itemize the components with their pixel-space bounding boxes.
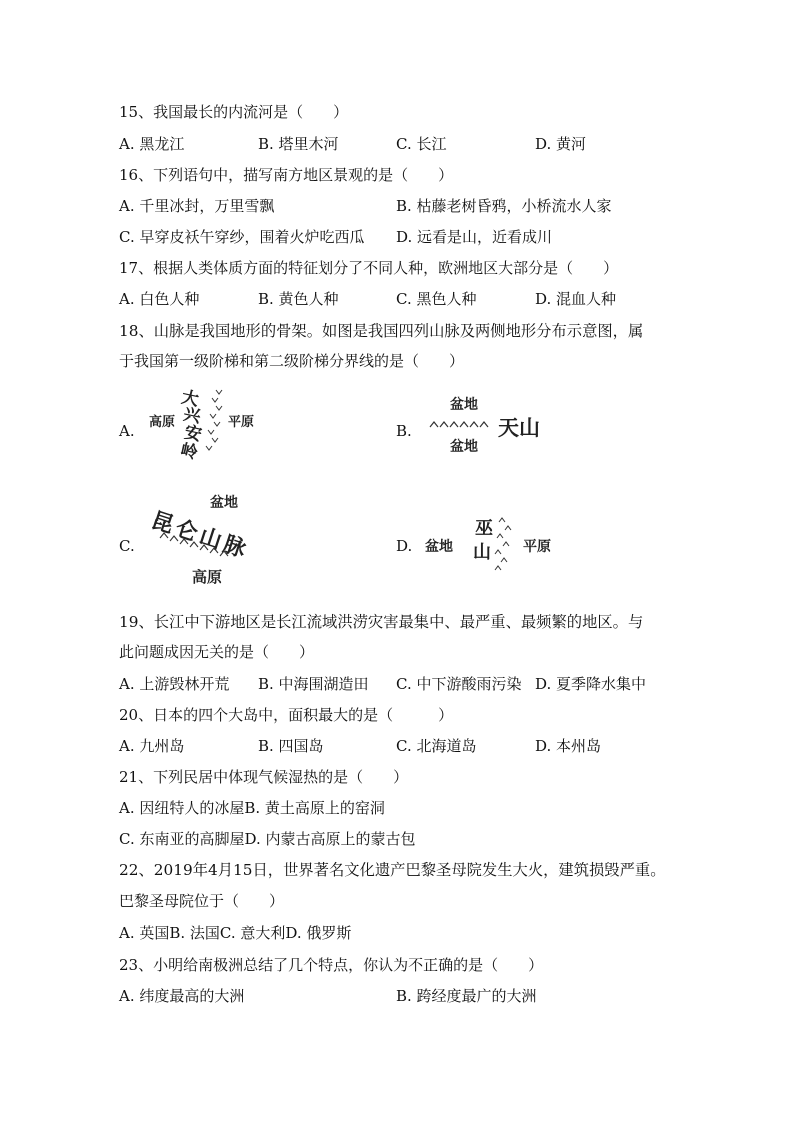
q18-option-d-letter: D. [396,537,413,555]
diagram-c-mountain-symbols [158,532,248,560]
diagram-a-mountain-char-1: 大 [179,387,201,411]
q19-option-d: D. 夏季降水集中 [535,675,647,693]
q19-stem-line2: 此问题成因无关的是（ ） [119,643,315,661]
diagram-d-left-label: 盆地 [425,539,453,555]
q16-option-b: B. 枯藤老树昏鸦，小桥流水人家 [396,197,612,215]
q18-option-a-letter: A. [119,422,135,440]
q16-option-a: A. 千里冰封，万里雪飘 [119,197,275,215]
q20-option-c: C. 北海道岛 [396,737,477,755]
q15-stem: 15、我国最长的内流河是（ ） [119,103,349,121]
q18-diagram-b [426,392,556,456]
diagram-c-mountain-char-2: 仑 [172,516,201,547]
q17-option-a: A. 白色人种 [119,290,200,308]
q20-stem: 20、日本的四个大岛中，面积最大的是（ ） [119,706,454,724]
q16-option-d: D. 远看是山，近看成川 [396,228,553,246]
q16-option-c: C. 早穿皮袄午穿纱，围着火炉吃西瓜 [119,228,365,246]
diagram-d-mountain-char-2: 山 [473,542,491,563]
diagram-a-mountain-char-4: 岭 [178,440,200,464]
q18-option-b-letter: B. [396,422,412,440]
q23-stem: 23、小明给南极洲总结了几个特点，你认为不正确的是（ ） [119,956,544,974]
diagram-c-mountain-char-1: 昆 [148,508,177,539]
q23-option-a: A. 纬度最高的大洲 [119,987,245,1005]
q18-option-c-letter: C. [119,537,135,555]
diagram-a-mountain-char-2: 兴 [181,404,203,428]
diagram-c-top-label: 盆地 [210,495,238,511]
q17-option-c: C. 黑色人种 [396,290,477,308]
diagram-d-mountain-symbols [493,514,517,574]
q15-option-c: C. 长江 [396,135,447,153]
q19-option-c: C. 中下游酸雨污染 [396,675,522,693]
diagram-a-mountain-char-3: 安 [182,422,204,446]
diagram-a-left-label: 高原 [149,415,176,430]
q20-option-d: D. 本州岛 [535,737,602,755]
diagram-d-mountain-char-1: 巫 [475,518,493,539]
q18-stem-line1: 18、山脉是我国地形的骨架。如图是我国四列山脉及两侧地形分布示意图，属 [119,322,644,340]
q19-option-a: A. 上游毁林开荒 [119,675,230,693]
q15-option-b: B. 塔里木河 [258,135,339,153]
q22-stem-line2: 巴黎圣母院位于（ ） [119,892,285,910]
q15-option-a: A. 黑龙江 [119,135,185,153]
q23-option-b: B. 跨经度最广的大洲 [396,987,537,1005]
diagram-b-top-label: 盆地 [450,397,478,413]
q18-diagram-c [150,488,260,588]
diagram-c-bottom-label: 高原 [192,568,223,586]
q16-stem: 16、下列语句中，描写南方地区景观的是（ ） [119,166,454,184]
diagram-c-mountain-char-3: 山 [196,524,225,555]
q18-diagram-d [423,510,563,576]
diagram-d-right-label: 平原 [523,539,551,555]
diagram-b-mountain-symbols [428,418,496,430]
q21-stem: 21、下列民居中体现气候湿热的是（ ） [119,768,409,786]
diagram-a-mountain-symbols [202,386,224,456]
q17-stem: 17、根据人类体质方面的特征划分了不同人种，欧洲地区大部分是（ ） [119,259,619,277]
diagram-b-mountain-label: 天山 [498,416,540,440]
q22-options: A. 英国B. 法国C. 意大利D. 俄罗斯 [119,924,352,942]
q18-stem-line2: 于我国第一级阶梯和第二级阶梯分界线的是（ ） [119,352,465,370]
q15-option-d: D. 黄河 [535,135,587,153]
q17-option-d: D. 混血人种 [535,290,617,308]
diagram-b-bottom-label: 盆地 [450,439,478,455]
q18-diagram-a [146,382,266,462]
q20-option-b: B. 四国岛 [258,737,324,755]
q22-stem-line1: 22、2019年4月15日，世界著名文化遗产巴黎圣母院发生大火，建筑损毁严重。 [119,861,666,879]
diagram-c-mountain-char-4: 脉 [220,532,249,563]
diagram-a-right-label: 平原 [228,415,255,430]
q19-option-b: B. 中海围湖造田 [258,675,369,693]
q21-options-cd: C. 东南亚的高脚屋D. 内蒙古高原上的蒙古包 [119,830,416,848]
q20-option-a: A. 九州岛 [119,737,185,755]
q17-option-b: B. 黄色人种 [258,290,339,308]
q19-stem-line1: 19、长江中下游地区是长江流域洪涝灾害最集中、最严重、最频繁的地区。与 [119,613,644,631]
q21-options-ab: A. 因纽特人的冰屋B. 黄土高原上的窑洞 [119,799,385,817]
